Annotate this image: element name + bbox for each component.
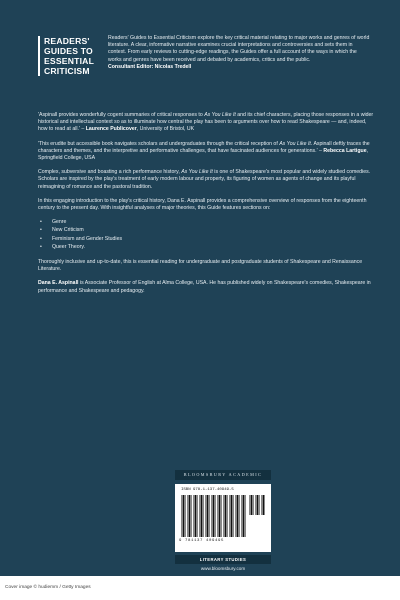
book-description-title: As You Like It: [181, 169, 213, 176]
subject-category: LITERARY STUDIES: [175, 555, 271, 564]
series-logo: [38, 36, 104, 76]
quote-publicover-author: Laurence Publicover: [85, 126, 137, 133]
closing-statement: Thoroughly inclusive and up-to-date, this is essential reading for undergraduate and postgraduate students of Shakespeare and Renaissance Literature.: [38, 259, 363, 273]
quote-publicover: [38, 112, 374, 134]
book-description-text-2: is one of Shakespeare's most popular and widely studied comedies. Scholars are inspired by the play's treatment of early modern labour and property, its figuring of women as agents of change and its playful reimagining of romance and the pastoral tradition.: [38, 169, 371, 190]
author-name: Dana E. Aspinall: [38, 280, 79, 287]
quote-lartigue-title: As You Like It: [279, 140, 311, 147]
barcode-bars: [181, 495, 247, 537]
quote-publicover-title: As You Like It: [204, 112, 236, 118]
quote-lartigue-text-1: 'This erudite but accessible book navigates scholars and undergraduates through the critical reception of: [38, 140, 280, 147]
cover-image-credit: Cover image © hudiemm / Getty Images: [5, 585, 91, 590]
price-barcode: [249, 495, 265, 515]
quote-lartigue-author: Rebecca Lartigue: [323, 147, 367, 154]
quote-lartigue-affiliation: , Springfield College, USA: [38, 147, 369, 162]
series-line-1: READERS': [44, 36, 90, 46]
quote-publicover-affiliation: , University of Bristol, UK: [136, 126, 195, 133]
quote-lartigue: [38, 141, 374, 163]
book-description: [38, 169, 374, 191]
barcode-digits: 9 781137 409495: [179, 539, 225, 543]
list-item: • Queer Theory.: [38, 244, 374, 251]
quote-publicover-text-2: and its chief characters, placing those responses in a wider historical and intellectual context so as to illuminate how central the play has been to arguments over how to read Shakespeare — and, indeed, how to read at all.' –: [38, 112, 374, 133]
series-line-2: GUIDES TO: [44, 46, 93, 56]
series-line-3: ESSENTIAL: [44, 56, 95, 66]
quote-publicover-text-1: 'Aspinall provides wonderfully cogent summaries of critical responses to: [38, 112, 205, 118]
section-list: [38, 219, 374, 251]
author-bio-text: is Associate Professor of English at Alma College, USA. He has published widely on Shakespeare's comedies, Shakespeare in performance and Shakespeare and pedagogy.: [38, 280, 371, 294]
guide-overview: In this engaging introduction to the play's critical history, Dana E. Aspinall provides a comprehensive overview of responses from the eighteenth century to the present day. With insightful analyses of major theories, this Guide features sections on:: [38, 197, 367, 212]
author-bio: [38, 280, 374, 294]
consultant-editor: Consultant Editor: Nicolas Tredell: [108, 63, 192, 70]
publisher-website: www.bloomsbury.com: [200, 566, 246, 571]
publisher-name: BLOOMSBURY ACADEMIC: [175, 470, 271, 480]
series-intro-text: Readers' Guides to Essential Criticism explore the key critical material relating to major works and genres of world literature. A clear, informative narrative examines crucial interpretations and controversies and sets them in context. From early reviews to cutting-edge readings, the Guides offer a full account of the ways in which the works and genres have been received and debated by academics, critics and the public.: [108, 35, 370, 63]
isbn-number: ISBN 978-1-137-40949-5: [181, 488, 234, 492]
list-item: • Feminism and Gender Studies: [38, 236, 374, 243]
list-item: • New Criticism: [38, 227, 374, 234]
quote-lartigue-text-2: . Aspinall deftly traces the characters and themes, and the interpretive and performative challenges, that have fascinated audiences for generations.' –: [38, 140, 370, 154]
barcode: [175, 484, 271, 552]
series-line-4: CRITICISM: [44, 66, 90, 76]
list-item: • Genre: [38, 219, 374, 226]
blurb: [38, 112, 374, 302]
book-description-text-1: Complex, subversive and boasting a rich performance history,: [38, 169, 182, 176]
publisher-block: [175, 470, 271, 571]
series-intro: [108, 35, 370, 71]
